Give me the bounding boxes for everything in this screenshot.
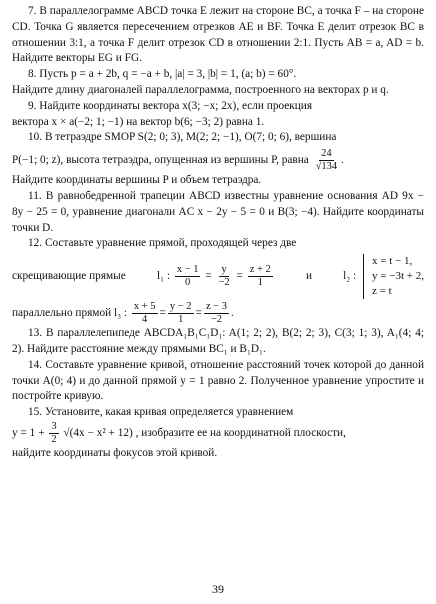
fraction-numerator: z + 2 <box>249 264 271 276</box>
fraction-numerator: 24 <box>321 148 332 160</box>
equals-sign: = <box>236 270 243 283</box>
problem-13: 13. В параллелепипеде ABCDA₁B₁C₁D₁: A(1; 2; 2), B(2; 2; 3), C(3; 1; 3), A₁(4; 4; 2). Найдите расстояние между прямыми BC₁ и B₁D₁. <box>12 327 424 355</box>
problem-15-equation-line <box>12 421 424 446</box>
problem-10-line3: Найдите координаты вершины P и объем тетраэдра. <box>12 174 262 187</box>
problem-12-parallel: параллельно прямой l₃ : $\frac{x + 5}{4}$ = $\frac{y - 2}{1}$ = $\frac{z - 3}{-2}$ . <box>12 301 234 326</box>
fraction-numerator: 3 <box>51 420 57 432</box>
fraction-denominator: 0 <box>185 277 191 289</box>
l3-fraction-y <box>168 301 194 326</box>
problem-9 <box>12 99 424 131</box>
system-row: y = −3t + 2, <box>372 270 424 283</box>
equals-sign: = <box>205 270 212 283</box>
problem-8-question: Найдите длину диагоналей параллелограмма, построенного на векторах p и q. <box>12 83 389 96</box>
line-l1-equation <box>157 264 275 289</box>
problem-15 <box>12 405 424 462</box>
equation-suffix: , изобразите ее на координатной плоскости, <box>135 427 346 440</box>
fraction-numerator: x + 5 <box>133 301 156 313</box>
l3-fraction-z <box>204 301 229 326</box>
conjunction-and: и <box>305 269 313 282</box>
problem-15-line1: 15. Установите, какая кривая определяется уравнением <box>28 406 294 419</box>
fraction-denominator: 2 <box>51 433 57 445</box>
line-l2-equation <box>343 254 424 299</box>
fraction-denominator: −2 <box>210 314 223 326</box>
problem-12-line1: 12. Составьте уравнение прямой, проходящей через две <box>28 237 297 250</box>
problem-15-equation <box>12 420 136 445</box>
problem-7: 7. В параллелограмме ABCD точка E лежит на стороне BC, а точка F – на стороне CD. Точка G является пересечением отрезков AE и BF. Точка E делит отрезок BC в отношении 3:1, а точка F делит отрезок CD в отношении 2:1. Пусть AB = a, AD = b. Найдите векторы EG и FG. <box>12 5 424 65</box>
problem-9-line1: 9. Найдите координаты вектора x(3; −x; 2x), если проекция <box>28 99 313 112</box>
equation-root: √(4x − x² + 12) <box>63 427 133 440</box>
problem-10-line1: 10. В тетраэдре SMOP S(2; 0; 3), M(2; 2; −1), O(7; 0; 6), вершина <box>28 131 337 144</box>
fraction-denominator: 1 <box>178 314 184 326</box>
system-row: z = t <box>372 285 392 298</box>
problem-9-line2: вектора x × a(−2; 1; −1) на вектор b(6; −3; 2) равна 1. <box>12 115 265 128</box>
problem-10-height-text: P(−1; 0; z), высота тетраэдра, опущенная из вершины P, равна <box>12 154 309 167</box>
fraction-denominator: 1 <box>257 277 263 289</box>
system-row: x = t − 1, <box>372 255 413 268</box>
fraction-numerator: z − 3 <box>205 301 228 313</box>
problem-14: 14. Составьте уравнение кривой, отношение расстояний точек которой до данной точки A(0; 4) и до данной прямой y = 1 равно 2. Полученное уравнение упростите и постройте кривую. <box>12 358 424 403</box>
problem-15-line3: найдите координаты фокусов этой кривой. <box>12 446 218 459</box>
problem-10-line2: P(−1; 0; z), высота тетраэдра, опущенная из вершины P, равна $\frac{24}{√134}$ . <box>12 148 344 173</box>
equation-prefix: y = 1 + <box>12 427 45 440</box>
problem-11: 11. В равнобедренной трапеции ABCD известны уравнение основания AD 9x − 8y − 25 = 0, уравнение диагонали AC x − 2y − 5 = 0 и B(3; −4). Найдите координаты точки D. <box>12 189 424 234</box>
equation-fraction <box>49 421 58 446</box>
problem-10 <box>12 130 424 189</box>
fraction-numerator: y <box>221 264 227 276</box>
page-number: 39 <box>212 582 224 597</box>
problem-12-lines <box>12 254 424 299</box>
fraction-denominator: 4 <box>142 314 148 326</box>
problem-8 <box>12 67 424 99</box>
l2-parametric-system <box>363 254 424 299</box>
l1-fraction-y <box>217 264 232 289</box>
parallel-label: параллельно прямой l₃ : <box>12 307 128 320</box>
l1-fraction-z <box>248 264 273 289</box>
fraction-numerator: y − 2 <box>169 301 192 313</box>
problem-12 <box>12 236 424 326</box>
fraction-numerator: x − 1 <box>176 264 199 276</box>
problem-10-height-fraction <box>314 148 340 173</box>
l1-fraction-x <box>175 264 201 289</box>
problem-8-conditions: 8. Пусть p = a + 2b, q = −a + b, |a| = 3, |b| = 1, (a; b) = 60°. <box>28 68 297 81</box>
line-l1-label: l₁ : <box>156 270 170 283</box>
l3-fraction-x <box>132 301 158 326</box>
fraction-denominator: √134 <box>315 161 338 173</box>
fraction-denominator: −2 <box>218 277 230 289</box>
line-l2-label: l₂ : <box>343 270 357 283</box>
problem-12-skew-label: скрещивающие прямые <box>12 269 126 282</box>
